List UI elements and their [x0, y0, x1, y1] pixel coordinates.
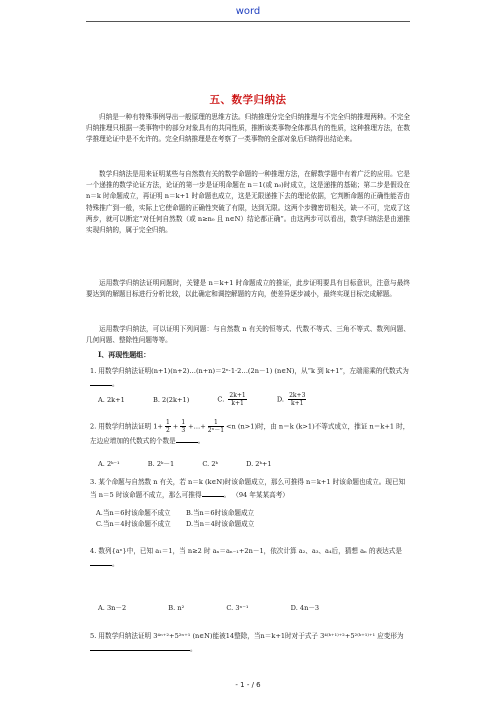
option-c: C. $\frac{2k+1}{k+1}$	[217, 392, 246, 407]
question-2: 2. 用数学归纳法证明 1+ $\frac{1}{2}$ + $\frac{1}{3}$ +…+ $\frac{1}{\text{2ⁿ－1}}$ <n (n>1)时，由 n＝k (k>1)不等式成立，推证 n＝k+1 时，左边应增加的代数式的个数是 。	[90, 419, 410, 445]
question-2-end: 。	[197, 437, 205, 445]
option-d: D. 2ᵏ+1	[246, 460, 272, 468]
fraction: $\frac{2k+1}{k+1}$	[229, 392, 246, 407]
paragraph-induction: 数学归纳法是用来证明某些与自然数有关的数学命题的一种推理方法，在解数学题中有着广泛的应用。它是一个递推的数学论证方法，论证的第一步是证明命题在 n＝1(或 n₀)时成立，这是递推的基础；第二步是假设在 n＝k 时命题成立，再证明 n＝k+1 时命题也成立，这是无限递推下去的理论依据，它判断命题的正确性能否由特殊推广到一般，实际上它使命题的正确性突破了有限，达到无限。这两个步骤密切相关，缺一不可，完成了这两步，就可以断定“对任何自然数（或 n≥n₀ 且 n∈N）结论都正确”。由这两步可以看出，数学归纳法是由递推实现归纳的，属于完全归纳。	[86, 170, 410, 235]
paragraph-applications: 运用数学归纳法，可以证明下列问题：与自然数 n 有关的恒等式、代数不等式、三角不等式、数列问题、几何问题、整除性问题等等。	[86, 325, 410, 345]
ellipsis: +…+	[188, 422, 206, 431]
question-1-text: 1. 用数学归纳法证明(n+1)(n+2)…(n+n)＝2ⁿ·1·2…(2n－1) (n∈N)，从“k 到 k+1”，左端需乘的代数式为	[90, 367, 409, 375]
question-3-text: 3. 某个命题与自然数 n 有关，若 n＝k (k∈N)时该命题成立，那么可推得 n＝k+1 时该命题也成立。现已知当 n＝5 时该命题不成立，那么可推得	[90, 478, 406, 499]
paragraph-method: 运用数学归纳法证明问题时，关键是 n＝k+1 时命题成立的推证，此步证明要具有目标意识，注意与最终要达到的解题目标进行分析比较，以此确定和调控解题的方向，使差异逐步减小，最终实现目标完成解题。	[86, 279, 410, 299]
question-4-text: 4. 数列{aⁿ}中，已知 a₁＝1，当 n≥2 时 aₙ＝aₙ₋₁+2n－1，依次计算 a₂、a₃、a₄后，猜想 aₙ 的表达式是	[90, 547, 402, 555]
question-1	[90, 366, 410, 390]
paragraph-intro: 归纳是一种有特殊事例导出一般原理的思维方法。归纳推理分完全归纳推理与不完全归纳推理两种。不完全归纳推理只根据一类事物中的部分对象具有的共同性质，推断该类事物全体都具有的性质，这种推理方法，在数学推理论证中是不允许的。完全归纳推理是在考察了一类事物的全部对象后归纳得出结论来。	[86, 113, 410, 144]
question-5	[90, 631, 410, 655]
question-4-options	[98, 602, 345, 612]
option-b: B. 2ᵏ－1	[147, 460, 175, 468]
question-3-source: （94 年某某高考）	[232, 491, 289, 499]
question-3: 3. 某个命题与自然数 n 有关，若 n＝k (k∈N)时该命题成立，那么可推得 n＝k+1 时该命题也成立。现已知当 n＝5 时该命题不成立，那么可推得 。 （94 年某某高考）	[90, 478, 406, 499]
question-5-end: 。	[190, 645, 197, 653]
question-1-end: 。	[112, 380, 119, 388]
fraction: $\frac{1}{2}$	[165, 419, 170, 434]
option-d: D.当n＝4时该命题成立	[186, 519, 255, 528]
option-c: C. 3ⁿ⁻¹	[226, 604, 249, 612]
option-b: B. 2(2k+1)	[152, 395, 190, 404]
fraction: $\frac{1}{3}$	[181, 419, 186, 434]
section-heading: Ⅰ、再现性题组：	[98, 350, 151, 359]
header-label: word	[235, 6, 261, 17]
question-2-options	[98, 458, 298, 468]
question-4	[90, 546, 410, 570]
option-d: D. $\frac{2k+3}{k+1}$	[276, 392, 306, 407]
question-3-options	[96, 508, 276, 529]
answer-blank	[90, 642, 190, 651]
fraction: $\frac{2k+3}{k+1}$	[289, 392, 306, 407]
fraction: $\frac{1}{\text{2ⁿ－1}}$	[207, 419, 225, 434]
answer-blank	[176, 434, 198, 443]
option-a: A.当n＝6时该命题不成立	[96, 509, 171, 517]
page-number: - 1 - / 6	[235, 681, 261, 689]
option-c: C.当n＝4时该命题不成立	[96, 519, 171, 528]
option-a: A. 3n－2	[98, 604, 127, 612]
question-2-lead: 2. 用数学归纳法证明 1+	[90, 422, 163, 431]
option-a: A. 2ᵏ⁻¹	[98, 460, 120, 468]
option-b: B.当n＝6时该命题成立	[186, 509, 255, 517]
answer-blank	[90, 557, 112, 566]
answer-blank	[202, 488, 224, 497]
option-a: A. 2k+1	[98, 395, 125, 404]
question-2-text: <n (n>1)时，由 n＝k (k>1)不等式成立，推证 n＝k+1 时，左边应增加的代数式的个数是	[90, 422, 410, 445]
option-b: B. n²	[168, 604, 185, 612]
header-divider	[86, 21, 410, 22]
section-title: 五、数学归纳法	[209, 94, 287, 106]
option-c: C. 2ᵏ	[202, 460, 218, 468]
option-d: D. 4n－3	[290, 604, 320, 612]
question-4-end: 。	[112, 560, 119, 568]
answer-blank	[90, 377, 112, 386]
question-1-options	[98, 392, 334, 407]
question-5-text: 5. 用数学归纳法证明 3⁴ⁿ⁺²+5²ⁿ⁺¹ (n∈N)能被14整除，当n＝k+1时对于式子 3⁴⁽ᵏ⁺¹⁾⁺²+5²⁽ᵏ⁺¹⁾⁺¹ 应变形为	[90, 632, 404, 640]
